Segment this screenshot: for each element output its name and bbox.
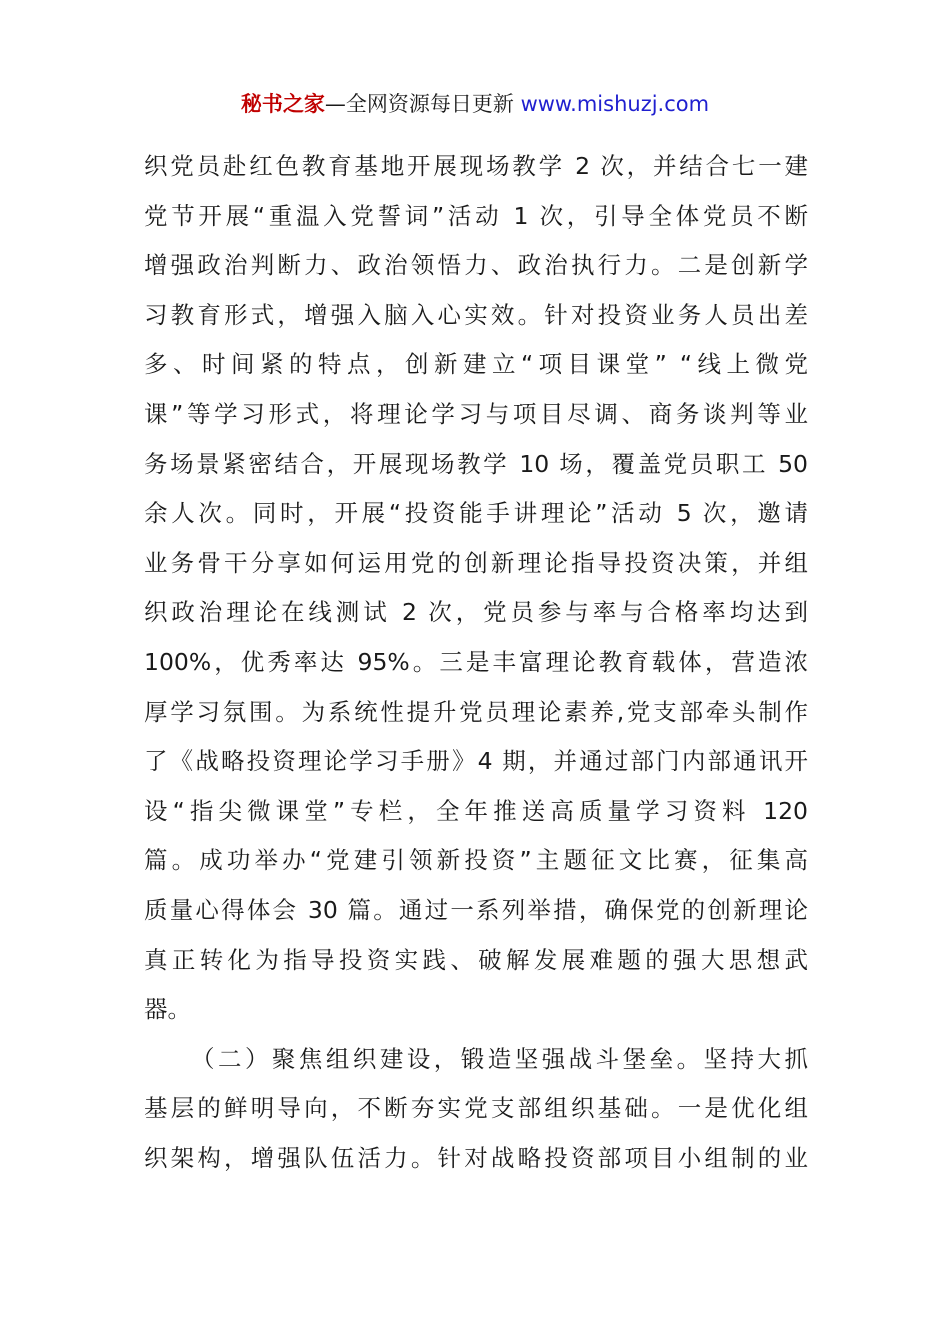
text-line: 余人次。同时，开展“投资能手讲理论”活动 5 次，邀请 <box>144 499 808 528</box>
text-line: 课”等学习形式，将理论学习与项目尽调、商务谈判等业 <box>144 399 808 428</box>
text-line: 习教育形式，增强入脑入心实效。针对投资业务人员出差 <box>144 300 808 329</box>
text-line: 多、时间紧的特点，创新建立“项目课堂” “线上微党 <box>144 350 808 379</box>
text-line: 厚学习氛围。为系统性提升党员理论素养,党支部牵头制作 <box>144 697 808 726</box>
text-line: 织架构，增强队伍活力。针对战略投资部项目小组制的业 <box>144 1143 808 1172</box>
text-line: 基层的鲜明导向，不断夯实党支部组织基础。一是优化组 <box>144 1094 808 1123</box>
text-line: 真正转化为指导投资实践、破解发展难题的强大思想武 <box>144 945 808 974</box>
document-header <box>0 88 950 120</box>
text-line: 党节开展“重温入党誓词”活动 1 次，引导全体党员不断 <box>144 201 808 230</box>
text-line: （二）聚焦组织建设，锻造坚强战斗堡垒。坚持大抓 <box>191 1044 808 1073</box>
site-tagline: —全网资源每日更新 <box>324 92 514 116</box>
text-line: 篇。成功举办“党建引领新投资”主题征文比赛，征集高 <box>144 846 808 875</box>
text-line: 了《战略投资理论学习手册》4 期，并通过部门内部通讯开 <box>144 747 808 776</box>
text-line: 织政治理论在线测试 2 次，党员参与率与合格率均达到 <box>144 598 808 627</box>
text-line: 增强政治判断力、政治领悟力、政治执行力。二是创新学 <box>144 251 808 280</box>
text-line: 织党员赴红色教育基地开展现场教学 2 次，并结合七一建 <box>144 152 808 180</box>
text-line: 设“指尖微课堂”专栏，全年推送高质量学习资料 120 <box>144 796 808 825</box>
document-body <box>144 142 808 1183</box>
text-line: 质量心得体会 30 篇。通过一系列举措，确保党的创新理论 <box>144 895 808 924</box>
site-name: 秘书之家 <box>240 92 325 116</box>
text-line: 业务骨干分享如何运用党的创新理论指导投资决策，并组 <box>144 548 808 577</box>
text-line: 务场景紧密结合，开展现场教学 10 场，覆盖党员职工 50 <box>144 449 808 478</box>
site-url-link[interactable]: www.mishuzj.com <box>520 92 710 116</box>
text-line: 100%，优秀率达 95%。三是丰富理论教育载体，营造浓 <box>144 647 808 676</box>
text-line: 器。 <box>144 995 191 1024</box>
